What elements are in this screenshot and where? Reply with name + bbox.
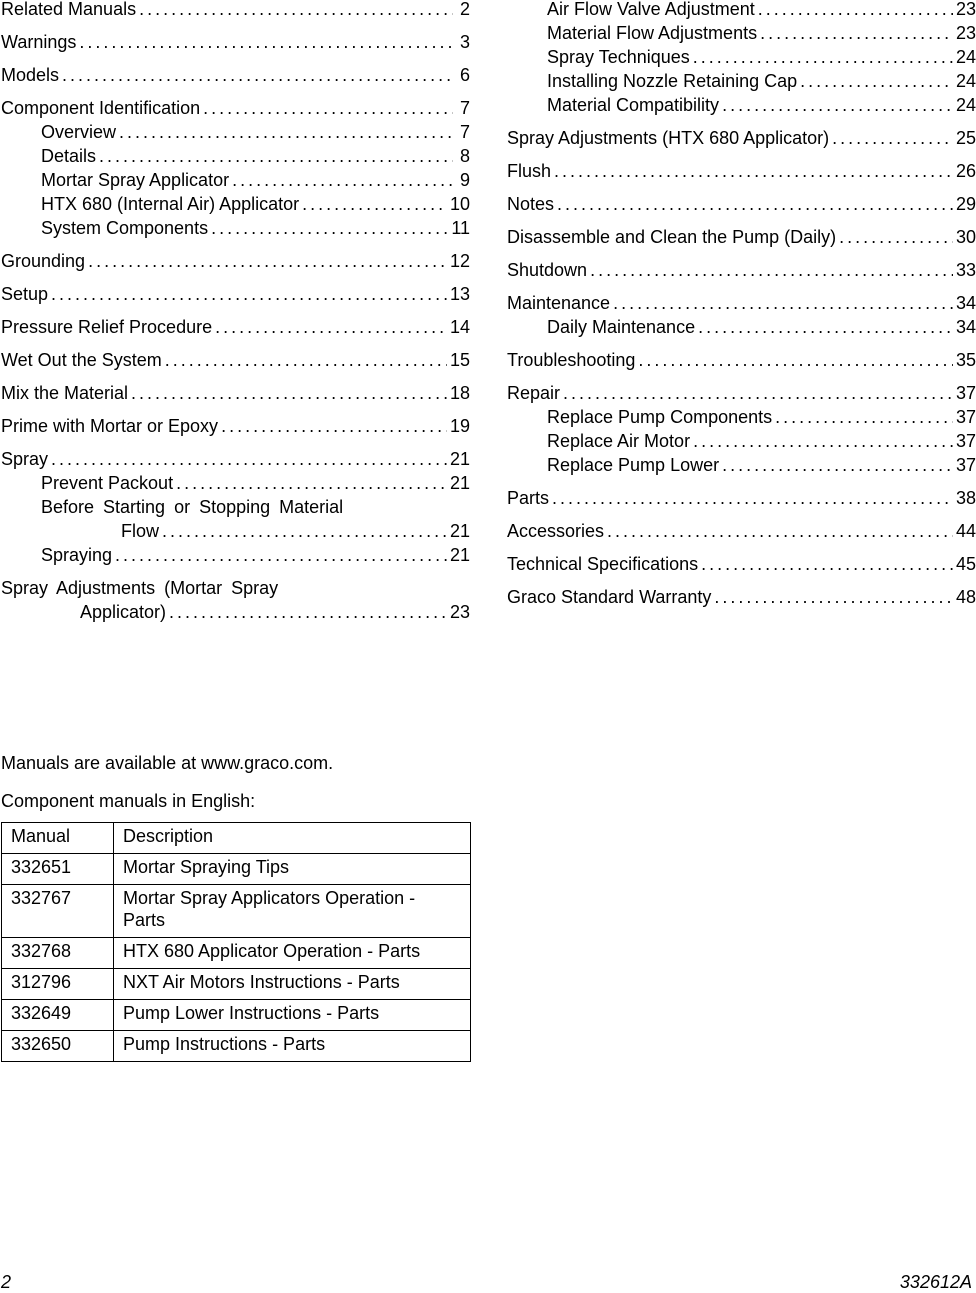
toc-entry-spray[interactable] [1, 447, 470, 471]
table-row [2, 938, 471, 969]
dot-leader [176, 471, 447, 495]
dot-leader [51, 282, 447, 306]
dot-leader [115, 543, 447, 567]
toc-entry-page: 24 [955, 47, 976, 67]
manual-number-cell: 332649 [2, 1000, 114, 1031]
toc-entry-related-manuals[interactable] [1, 0, 470, 21]
manuals-availability-note: Manuals are available at www.graco.com. [1, 753, 334, 773]
toc-entry-page: 15 [449, 350, 470, 370]
toc-entry-repair[interactable] [507, 381, 976, 405]
dot-leader [51, 447, 447, 471]
dot-leader [714, 585, 953, 609]
toc-entry-spray-adjustments-htx-680-applicator[interactable] [507, 126, 976, 150]
toc-entry-page: 26 [955, 161, 976, 181]
toc-entry-title: Spray [1, 449, 49, 469]
toc-entry-prime-with-mortar-or-epoxy[interactable] [1, 414, 470, 438]
toc-entry-title: Daily Maintenance [547, 317, 696, 337]
toc-entry-page: 34 [955, 317, 976, 337]
toc-entry-component-identification[interactable] [1, 96, 470, 120]
dot-leader [638, 348, 953, 372]
dot-leader [215, 315, 447, 339]
toc-entry-title: System Components [41, 218, 209, 238]
toc-entry-title-line2: Flow [121, 521, 160, 541]
dot-leader [839, 225, 953, 249]
toc-entry-page: 13 [449, 284, 470, 304]
toc-entry-flush[interactable] [507, 159, 976, 183]
toc-entry-troubleshooting[interactable] [507, 348, 976, 372]
toc-entry-setup[interactable] [1, 282, 470, 306]
toc-entry-title: Material Flow Adjustments [547, 23, 758, 43]
manual-number-cell: 332650 [2, 1031, 114, 1062]
manual-description-cell: Mortar Spray Applicators Operation - Parts [114, 885, 471, 938]
toc-entry-page: 48 [955, 587, 976, 607]
toc-entry-system-components[interactable] [1, 216, 470, 240]
toc-entry-replace-pump-lower[interactable] [507, 453, 976, 477]
dot-leader [563, 381, 953, 405]
column-header-manual: Manual [2, 823, 114, 854]
table-header-row [2, 823, 471, 854]
toc-entry-title-line2: Applicator) [80, 602, 167, 622]
toc-entry-title: Installing Nozzle Retaining Cap [547, 71, 798, 91]
manual-number-cell: 312796 [2, 969, 114, 1000]
toc-entry-title: Shutdown [507, 260, 588, 280]
toc-entry-mix-the-material[interactable] [1, 381, 470, 405]
toc-entry-spray-techniques[interactable] [507, 45, 976, 69]
dot-leader [722, 453, 953, 477]
toc-entry-grounding[interactable] [1, 249, 470, 273]
toc-entry-title: Prime with Mortar or Epoxy [1, 416, 219, 436]
dot-leader [552, 486, 953, 510]
toc-entry-page: 21 [449, 449, 470, 469]
dot-leader [165, 348, 447, 372]
dot-leader [302, 192, 447, 216]
toc-entry-maintenance[interactable] [507, 291, 976, 315]
table-row [2, 969, 471, 1000]
toc-entry-air-flow-valve-adjustment[interactable] [507, 0, 976, 21]
document-number: 332612A [899, 1272, 972, 1292]
dot-leader [62, 63, 453, 87]
table-row [2, 854, 471, 885]
toc-entry-title: Grounding [1, 251, 86, 271]
toc-entry-title: HTX 680 (Internal Air) Applicator [41, 194, 300, 214]
toc-entry-page: 11 [451, 218, 470, 238]
toc-entry-page: 33 [955, 260, 976, 280]
toc-entry-title: Notes [507, 194, 555, 214]
dot-leader [88, 249, 447, 273]
dot-leader [79, 30, 453, 54]
toc-entry-before-starting-or-stopping-material-flow[interactable] [1, 495, 470, 543]
toc-entry-title: Spray Adjustments (HTX 680 Applicator) [507, 128, 830, 148]
toc-entry-title: Flush [507, 161, 552, 181]
toc-entry-page: 21 [449, 545, 470, 565]
manual-description-cell: Mortar Spraying Tips [114, 854, 471, 885]
toc-entry-title: Details [41, 146, 97, 166]
toc-entry-title: Mix the Material [1, 383, 129, 403]
column-header-description: Description [114, 823, 471, 854]
toc-entry-page: 38 [955, 488, 976, 508]
toc-entry-title: Spray Techniques [547, 47, 690, 67]
toc-left-column [1, 0, 470, 624]
toc-entry-title: Repair [507, 383, 561, 403]
toc-right-column [507, 0, 976, 609]
toc-entry-page: 12 [449, 251, 470, 271]
dot-leader [554, 159, 953, 183]
toc-entry-title: Prevent Packout [41, 473, 174, 493]
toc-entry-spray-adjustments-mortar-spray-applicator[interactable] [1, 576, 470, 624]
toc-entry-page: 9 [459, 170, 470, 190]
toc-entry-page: 45 [955, 554, 976, 574]
dot-leader [139, 0, 453, 21]
toc-entry-page: 37 [955, 383, 976, 403]
toc-entry-page: 3 [459, 32, 470, 52]
toc-entry-daily-maintenance[interactable] [507, 315, 976, 339]
toc-entry-title: Disassemble and Clean the Pump (Daily) [507, 227, 837, 247]
dot-leader [800, 69, 953, 93]
dot-leader [119, 120, 453, 144]
toc-entry-title: Technical Specifications [507, 554, 699, 574]
dot-leader [832, 126, 953, 150]
toc-entry-title: Material Compatibility [547, 95, 720, 115]
toc-entry-title: Wet Out the System [1, 350, 162, 370]
manual-description-cell: Pump Lower Instructions - Parts [114, 1000, 471, 1031]
manual-number-cell: 332767 [2, 885, 114, 938]
toc-entry-warnings[interactable] [1, 30, 470, 54]
toc-entry-page: 21 [449, 521, 470, 541]
dot-leader [232, 168, 453, 192]
table-row [2, 1031, 471, 1062]
toc-entry-page: 7 [459, 122, 470, 142]
related-manuals-table [1, 822, 471, 1062]
toc-entry-title: Parts [507, 488, 550, 508]
toc-entry-replace-pump-components[interactable] [507, 405, 976, 429]
dot-leader [221, 414, 447, 438]
toc-entry-page: 6 [459, 65, 470, 85]
dot-leader [613, 291, 953, 315]
table-row [2, 885, 471, 938]
toc-entry-page: 35 [955, 350, 976, 370]
toc-entry-page: 19 [449, 416, 470, 436]
table-row [2, 1000, 471, 1031]
toc-entry-page: 2 [459, 0, 470, 19]
toc-entry-title: Mortar Spray Applicator [41, 170, 230, 190]
toc-entry-models[interactable] [1, 63, 470, 87]
toc-entry-title: Setup [1, 284, 49, 304]
toc-entry-details[interactable] [1, 144, 470, 168]
dot-leader [693, 45, 953, 69]
toc-entry-title: Replace Pump Lower [547, 455, 720, 475]
toc-entry-replace-air-motor[interactable] [507, 429, 976, 453]
toc-entry-page: 23 [955, 23, 976, 43]
dot-leader [775, 405, 953, 429]
toc-entry-page: 7 [459, 98, 470, 118]
toc-entry-graco-standard-warranty[interactable] [507, 585, 976, 609]
dot-leader [701, 552, 953, 576]
toc-entry-shutdown[interactable] [507, 258, 976, 282]
toc-entry-page: 29 [955, 194, 976, 214]
toc-entry-technical-specifications[interactable] [507, 552, 976, 576]
manual-description-cell: Pump Instructions - Parts [114, 1031, 471, 1062]
toc-entry-title: Air Flow Valve Adjustment [547, 0, 755, 19]
toc-entry-overview[interactable] [1, 120, 470, 144]
toc-entry-title: Replace Pump Components [547, 407, 773, 427]
component-manuals-heading: Component manuals in English: [1, 791, 256, 811]
toc-entry-disassemble-and-clean-the-pump-daily[interactable] [507, 225, 976, 249]
dot-leader [131, 381, 447, 405]
toc-entry-page: 30 [955, 227, 976, 247]
toc-entry-material-flow-adjustments[interactable] [507, 21, 976, 45]
toc-entry-title: Graco Standard Warranty [507, 587, 712, 607]
toc-entry-page: 23 [449, 602, 470, 622]
manual-number-cell: 332768 [2, 938, 114, 969]
toc-entry-page: 14 [449, 317, 470, 337]
manual-description-cell: HTX 680 Applicator Operation - Parts [114, 938, 471, 969]
toc-entry-accessories[interactable] [507, 519, 976, 543]
toc-entry-page: 37 [955, 407, 976, 427]
toc-entry-title: Maintenance [507, 293, 611, 313]
toc-entry-material-compatibility[interactable] [507, 93, 976, 117]
toc-entry-title-line1: Spray Adjustments (Mortar Spray [1, 578, 279, 598]
toc-entry-page: 8 [459, 146, 470, 166]
dot-leader [760, 21, 953, 45]
dot-leader [758, 0, 953, 21]
toc-entry-spraying[interactable] [1, 543, 470, 567]
toc-entry-title: Spraying [41, 545, 113, 565]
toc-entry-page: 21 [449, 473, 470, 493]
dot-leader [607, 519, 953, 543]
dot-leader [169, 600, 447, 624]
dot-leader [693, 429, 953, 453]
toc-entry-title: Overview [41, 122, 117, 142]
dot-leader [590, 258, 953, 282]
dot-leader [162, 519, 447, 543]
dot-leader [203, 96, 453, 120]
toc-entry-page: 25 [955, 128, 976, 148]
dot-leader [211, 216, 448, 240]
toc-entry-page: 10 [449, 194, 470, 214]
dot-leader [557, 192, 953, 216]
toc-entry-page: 24 [955, 95, 976, 115]
toc-entry-page: 24 [955, 71, 976, 91]
toc-entry-title: Component Identification [1, 98, 201, 118]
dot-leader [698, 315, 953, 339]
toc-entry-wet-out-the-system[interactable] [1, 348, 470, 372]
toc-entry-title: Warnings [1, 32, 77, 52]
toc-entry-title: Troubleshooting [507, 350, 636, 370]
toc-entry-parts[interactable] [507, 486, 976, 510]
toc-entry-title: Pressure Relief Procedure [1, 317, 213, 337]
toc-entry-title-line1: Before Starting or Stopping Material [41, 497, 344, 517]
toc-entry-pressure-relief-procedure[interactable] [1, 315, 470, 339]
toc-entry-title: Models [1, 65, 60, 85]
toc-entry-mortar-spray-applicator[interactable] [1, 168, 470, 192]
toc-entry-page: 34 [955, 293, 976, 313]
page-number: 2 [1, 1272, 12, 1292]
toc-entry-htx-680-internal-air-applicator[interactable] [1, 192, 470, 216]
toc-entry-page: 37 [955, 431, 976, 451]
toc-entry-page: 44 [955, 521, 976, 541]
toc-entry-prevent-packout[interactable] [1, 471, 470, 495]
toc-entry-page: 23 [955, 0, 976, 19]
toc-entry-title: Replace Air Motor [547, 431, 691, 451]
toc-entry-notes[interactable] [507, 192, 976, 216]
manual-description-cell: NXT Air Motors Instructions - Parts [114, 969, 471, 1000]
toc-entry-title: Accessories [507, 521, 605, 541]
dot-leader [99, 144, 453, 168]
dot-leader [722, 93, 953, 117]
toc-entry-page: 18 [449, 383, 470, 403]
manual-number-cell: 332651 [2, 854, 114, 885]
toc-entry-title: Related Manuals [1, 0, 137, 19]
toc-entry-installing-nozzle-retaining-cap[interactable] [507, 69, 976, 93]
toc-entry-page: 37 [955, 455, 976, 475]
